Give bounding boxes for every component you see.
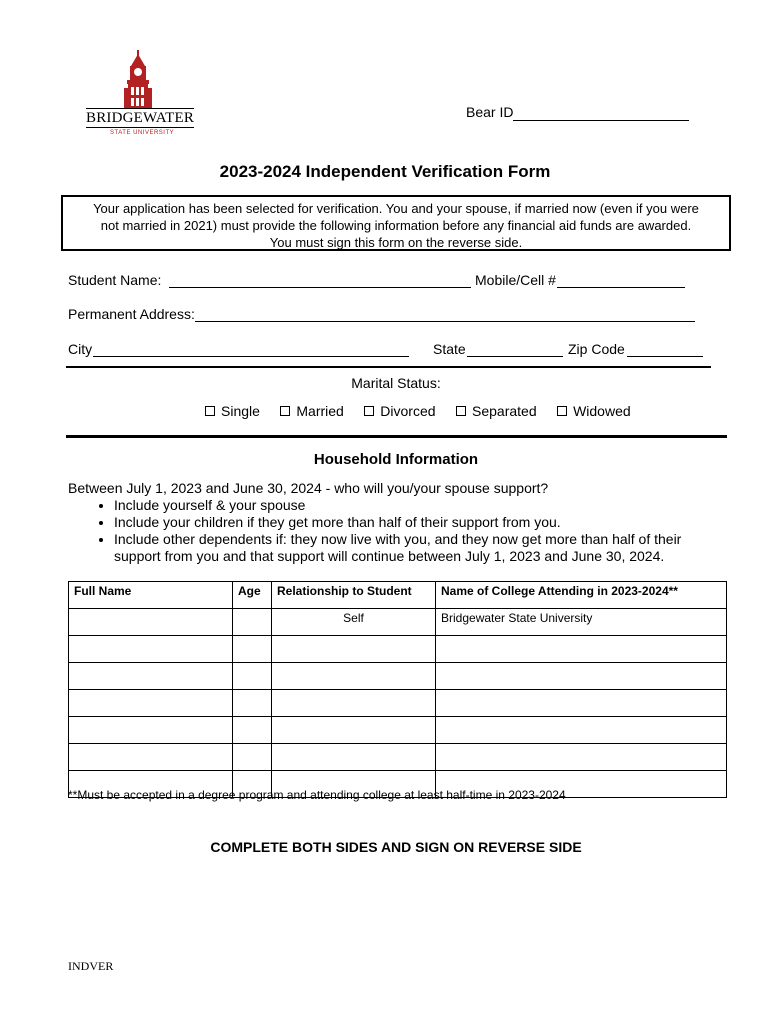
mobile-field[interactable]: [557, 287, 685, 288]
household-table: [68, 581, 727, 798]
section-divider-1: [66, 366, 711, 368]
full-name-cell[interactable]: [69, 717, 233, 744]
option-label: Married: [296, 403, 344, 419]
logo-name: BRIDGEWATER: [86, 110, 195, 126]
column-header: Age: [233, 582, 272, 609]
verification-notice: [61, 195, 731, 251]
relationship-cell[interactable]: [272, 717, 436, 744]
age-cell[interactable]: [233, 636, 272, 663]
option-label: Single: [221, 403, 260, 419]
zip-label: Zip Code: [568, 341, 625, 357]
column-header: Relationship to Student: [272, 582, 436, 609]
column-header: Full Name: [69, 582, 233, 609]
relationship-cell[interactable]: [272, 744, 436, 771]
relationship-cell[interactable]: [272, 663, 436, 690]
checkbox-icon[interactable]: [557, 406, 567, 416]
checkbox-icon[interactable]: [456, 406, 466, 416]
section-divider-2: [66, 435, 727, 438]
age-cell[interactable]: [233, 663, 272, 690]
full-name-cell[interactable]: [69, 690, 233, 717]
college-cell: Bridgewater State University: [436, 609, 727, 636]
notice-line-3: You must sign this form on the reverse side.: [269, 235, 523, 250]
city-label: City: [68, 341, 93, 357]
instruction-item: • Include yourself & your spouse: [114, 497, 708, 514]
marital-status-options: [205, 403, 647, 421]
student-name-field[interactable]: [169, 287, 471, 288]
checkbox-icon[interactable]: [280, 406, 290, 416]
age-cell[interactable]: [233, 717, 272, 744]
college-cell[interactable]: [436, 690, 727, 717]
household-intro: Between July 1, 2023 and June 30, 2024 - who will you/your spouse support?: [68, 480, 549, 496]
college-cell[interactable]: [436, 663, 727, 690]
age-cell[interactable]: [233, 690, 272, 717]
completion-instruction: COMPLETE BOTH SIDES AND SIGN ON REVERSE SIDE: [210, 839, 582, 855]
form-title: 2023-2024 Independent Verification Form: [219, 162, 551, 181]
column-header: Name of College Attending in 2023-2024**: [436, 582, 727, 609]
full-name-cell[interactable]: [69, 609, 233, 636]
instruction-item: • Include your children if they get more than half of their support from you.: [114, 514, 708, 531]
table-row: [69, 636, 727, 663]
student-name-label: Student Name:: [68, 272, 162, 288]
table-row: [69, 717, 727, 744]
full-name-cell[interactable]: [69, 663, 233, 690]
relationship-cell[interactable]: [272, 636, 436, 663]
age-cell[interactable]: [233, 609, 272, 636]
age-cell[interactable]: [233, 744, 272, 771]
bear-id-field[interactable]: [513, 120, 689, 121]
city-field[interactable]: [93, 356, 409, 357]
household-heading: Household Information: [313, 451, 479, 468]
marital-option-widowed[interactable]: [557, 403, 631, 419]
logo-subtitle: STATE UNIVERSITY: [110, 130, 175, 136]
full-name-cell[interactable]: [69, 636, 233, 663]
table-row: [69, 690, 727, 717]
mobile-label: Mobile/Cell #: [475, 272, 556, 288]
permanent-address-label: Permanent Address:: [68, 306, 195, 322]
marital-option-separated[interactable]: [456, 403, 537, 419]
zip-field[interactable]: [627, 356, 703, 357]
state-field[interactable]: [467, 356, 563, 357]
logo-rule: [86, 108, 194, 109]
marital-option-single[interactable]: [205, 403, 260, 419]
clock-tower-icon: [84, 50, 199, 110]
relationship-cell: Self: [272, 609, 436, 636]
college-cell[interactable]: [436, 744, 727, 771]
table-row: [69, 744, 727, 771]
permanent-address-field[interactable]: [195, 321, 695, 322]
option-label: Separated: [472, 403, 537, 419]
table-row: [69, 609, 727, 636]
notice-line-2: not married in 2021) must provide the following information before any financial aid funds are awarded.: [100, 218, 692, 233]
marital-status-label: Marital Status:: [351, 375, 441, 391]
relationship-cell[interactable]: [272, 690, 436, 717]
form-code: INDVER: [68, 959, 114, 973]
footnote: **Must be accepted in a degree program and attending college at least half-time in 2023-2024: [68, 788, 566, 802]
logo-rule-bottom: [86, 127, 194, 128]
full-name-cell[interactable]: [69, 744, 233, 771]
university-logo: [84, 50, 199, 140]
option-label: Widowed: [573, 403, 631, 419]
bear-id-label: Bear ID: [466, 104, 514, 120]
marital-option-divorced[interactable]: [364, 403, 435, 419]
notice-line-1: Your application has been selected for verification. You and your spouse, if married now (even if you were: [93, 201, 699, 216]
college-cell[interactable]: [436, 636, 727, 663]
table-header-row: [69, 582, 727, 609]
option-label: Divorced: [380, 403, 436, 419]
table-row: [69, 663, 727, 690]
marital-option-married[interactable]: [280, 403, 343, 419]
checkbox-icon[interactable]: [364, 406, 374, 416]
state-label: State: [433, 341, 466, 357]
college-cell[interactable]: [436, 717, 727, 744]
instruction-item: • Include other dependents if: they now live with you, and they now get more than half of their support from you and that support will continue between July 1, 2023 and June 30, 2024.: [114, 531, 708, 565]
checkbox-icon[interactable]: [205, 406, 215, 416]
household-instructions: [68, 497, 708, 565]
